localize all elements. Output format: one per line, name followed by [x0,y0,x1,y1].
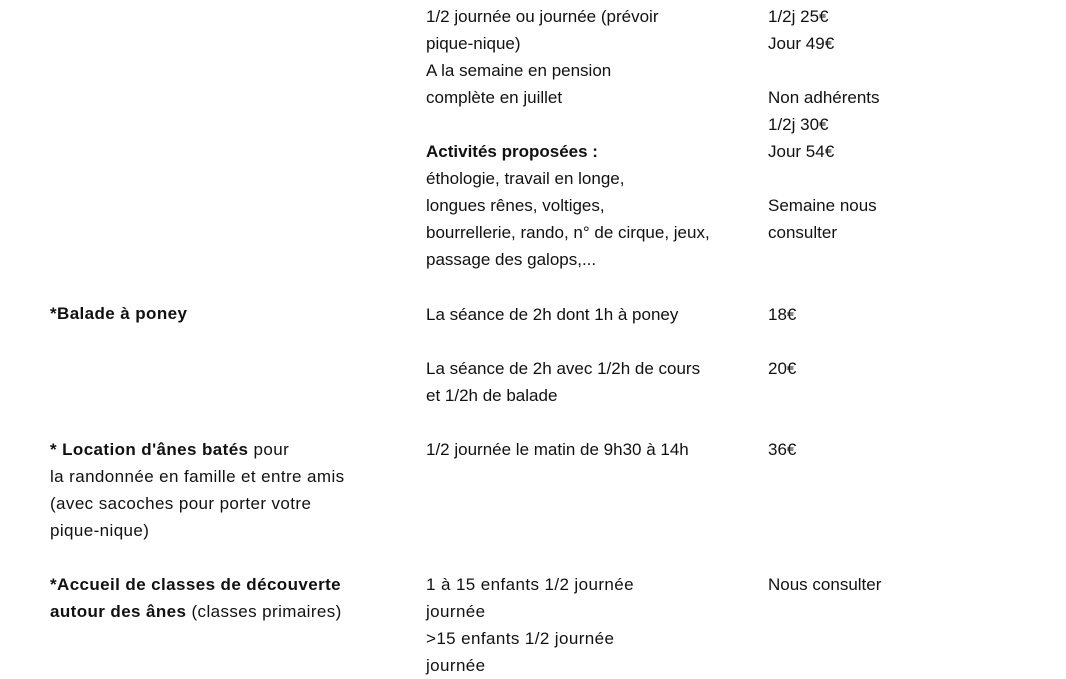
location-title-rest: pour [248,440,290,459]
activities-title: Activités proposées : [426,142,598,161]
accueil-title-line-2 [50,598,342,625]
stage-desc-line-1: 1/2 journée ou journée (prévoir [426,7,659,26]
balade-option-2-desc-2: et 1/2h de balade [426,386,558,405]
location-desc: 1/2 journée le matin de 9h30 à 14h [426,440,689,459]
accueil-title-line-1: *Accueil de classes de découverte [50,575,342,594]
stage-price-nm-half-day: 1/2j 30€ [768,115,829,134]
accueil-title-bold: autour des ânes [50,602,187,621]
location-line-3: pique-nique) [50,521,150,540]
stage-desc-line-4: complète en juillet [426,88,563,107]
balade-title: *Balade à poney [50,304,188,323]
stage-price-non-members: Non adhérents [768,88,880,107]
stage-desc-line-2: pique-nique) [426,34,521,53]
location-title-bold: * Location d'ânes batés [50,440,249,459]
stage-desc-line-3: A la semaine en pension [426,61,612,80]
balade-option-2-desc-1: La séance de 2h avec 1/2h de cours [426,359,701,378]
stage-price-day: Jour 49€ [768,34,835,53]
activities-line-3: bourrellerie, rando, n° de cirque, jeux, [426,223,710,242]
accueil-desc-line-2: journée [426,602,486,621]
balade-option-2-price: 20€ [768,359,797,378]
location-price: 36€ [768,440,797,459]
stage-price-week-1: Semaine nous [768,196,877,215]
balade-option-1-price: 18€ [768,305,797,324]
location-line-2: (avec sacoches pour porter votre [50,494,312,513]
activities-line-1: éthologie, travail en longe, [426,169,625,188]
accueil-desc-line-1: 1 à 15 enfants 1/2 journée [426,575,634,594]
activities-line-4: passage des galops,... [426,250,597,269]
stage-price-nm-day: Jour 54€ [768,142,835,161]
stage-price-week-2: consulter [768,223,837,242]
balade-option-1-desc: La séance de 2h dont 1h à poney [426,305,679,324]
location-line-1: la randonnée en famille et entre amis [50,467,345,486]
activities-line-2: longues rênes, voltiges, [426,196,605,215]
accueil-desc-line-4: journée [426,656,486,675]
accueil-title-rest: (classes primaires) [186,602,342,621]
accueil-price: Nous consulter [768,575,882,594]
location-title [50,436,289,463]
stage-price-half-day: 1/2j 25€ [768,7,829,26]
accueil-desc-line-3: >15 enfants 1/2 journée [426,629,615,648]
